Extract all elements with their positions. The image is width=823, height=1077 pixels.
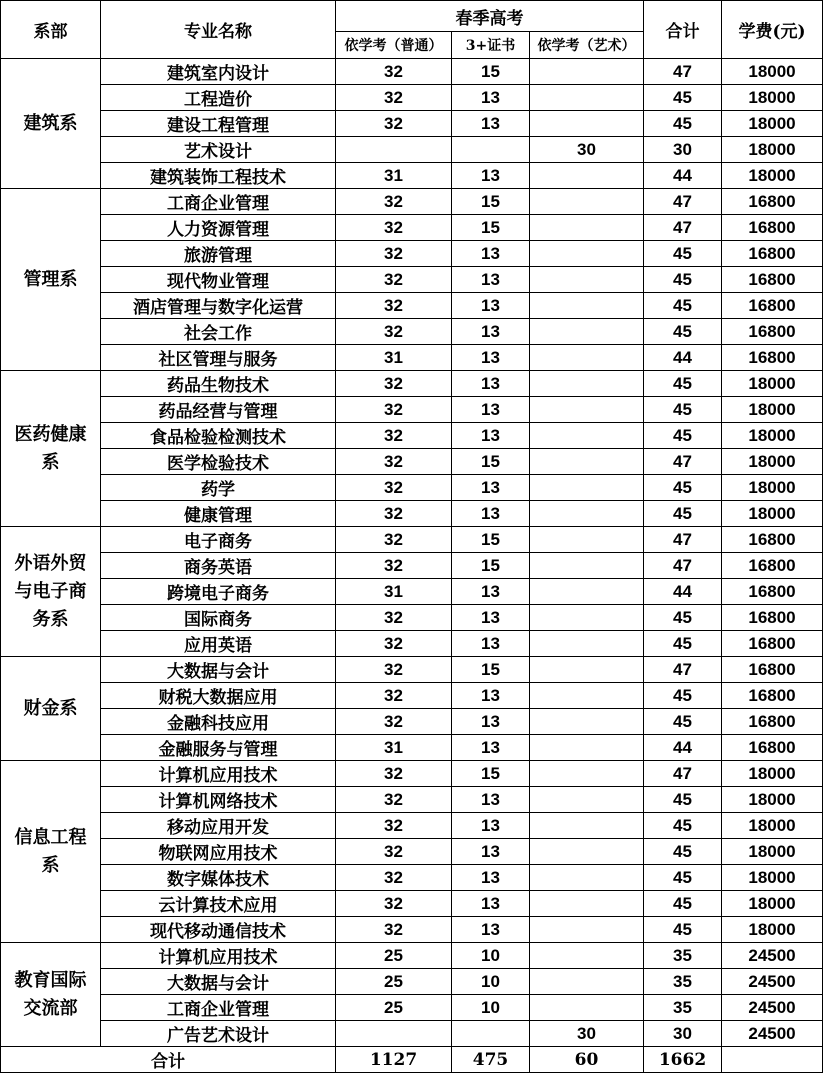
- regular-cell: 32: [336, 709, 452, 735]
- art-cell: [530, 605, 644, 631]
- total-cell: 45: [644, 839, 722, 865]
- table-row: [1, 59, 823, 85]
- major-cell: 国际商务: [101, 605, 336, 631]
- regular-cell: 32: [336, 215, 452, 241]
- tuition-cell: 18000: [722, 865, 823, 891]
- certificate-cell: 13: [452, 397, 530, 423]
- art-cell: [530, 241, 644, 267]
- tuition-cell: 24500: [722, 1021, 823, 1047]
- total-cell: 44: [644, 163, 722, 189]
- total-cell: 47: [644, 527, 722, 553]
- certificate-cell: 13: [452, 683, 530, 709]
- tuition-cell: 18000: [722, 163, 823, 189]
- total-cell: 47: [644, 657, 722, 683]
- total-cell: 30: [644, 1021, 722, 1047]
- total-cell: 47: [644, 553, 722, 579]
- table-row: [1, 215, 823, 241]
- total-cell: 45: [644, 813, 722, 839]
- tuition-cell: 16800: [722, 319, 823, 345]
- certificate-cell: 15: [452, 59, 530, 85]
- department-cell: 外语外贸与电子商务系: [1, 527, 101, 657]
- tuition-cell: 16800: [722, 189, 823, 215]
- certificate-cell: 13: [452, 423, 530, 449]
- department-cell: 财金系: [1, 657, 101, 761]
- tuition-cell: 16800: [722, 631, 823, 657]
- art-cell: [530, 449, 644, 475]
- tuition-cell: 18000: [722, 423, 823, 449]
- table-row: [1, 553, 823, 579]
- art-cell: [530, 891, 644, 917]
- table-row: [1, 813, 823, 839]
- art-cell: [530, 189, 644, 215]
- table-row: [1, 371, 823, 397]
- regular-cell: 32: [336, 813, 452, 839]
- department-cell: 医药健康系: [1, 371, 101, 527]
- certificate-cell: 15: [452, 449, 530, 475]
- table-row: [1, 319, 823, 345]
- table-row: [1, 267, 823, 293]
- header-regular: 依学考（普通）: [336, 32, 452, 59]
- total-cell: 45: [644, 397, 722, 423]
- header-major: 专业名称: [101, 1, 336, 59]
- certificate-cell: 13: [452, 371, 530, 397]
- regular-cell: 32: [336, 189, 452, 215]
- tuition-cell: 18000: [722, 501, 823, 527]
- totals-label: 合计: [1, 1047, 336, 1073]
- regular-cell: 32: [336, 267, 452, 293]
- art-cell: [530, 735, 644, 761]
- tuition-cell: 18000: [722, 111, 823, 137]
- total-cell: 30: [644, 137, 722, 163]
- table-row: [1, 891, 823, 917]
- tuition-cell: 18000: [722, 59, 823, 85]
- major-cell: 建设工程管理: [101, 111, 336, 137]
- major-cell: 工商企业管理: [101, 995, 336, 1021]
- tuition-cell: 18000: [722, 839, 823, 865]
- table-row: [1, 345, 823, 371]
- art-cell: [530, 553, 644, 579]
- major-cell: 计算机网络技术: [101, 787, 336, 813]
- certificate-cell: [452, 137, 530, 163]
- table-row: [1, 501, 823, 527]
- certificate-cell: 13: [452, 501, 530, 527]
- major-cell: 社区管理与服务: [101, 345, 336, 371]
- certificate-cell: 13: [452, 865, 530, 891]
- table-row: [1, 85, 823, 111]
- certificate-cell: 13: [452, 605, 530, 631]
- major-cell: 云计算技术应用: [101, 891, 336, 917]
- regular-cell: 32: [336, 631, 452, 657]
- regular-cell: 32: [336, 787, 452, 813]
- art-cell: [530, 163, 644, 189]
- table-row: [1, 1021, 823, 1047]
- table-row: [1, 111, 823, 137]
- major-cell: 商务英语: [101, 553, 336, 579]
- art-cell: 30: [530, 137, 644, 163]
- department-cell: 信息工程系: [1, 761, 101, 943]
- regular-cell: 31: [336, 163, 452, 189]
- header-spring-exam: 春季高考: [336, 1, 644, 32]
- total-cell: 47: [644, 449, 722, 475]
- major-cell: 计算机应用技术: [101, 943, 336, 969]
- table-row: [1, 631, 823, 657]
- header-tuition: 学费(元): [722, 1, 823, 59]
- total-cell: 45: [644, 319, 722, 345]
- certificate-cell: 15: [452, 553, 530, 579]
- major-cell: 工商企业管理: [101, 189, 336, 215]
- major-cell: 药品经营与管理: [101, 397, 336, 423]
- totals-tuition: [722, 1047, 823, 1073]
- certificate-cell: 13: [452, 839, 530, 865]
- tuition-cell: 16800: [722, 683, 823, 709]
- certificate-cell: 13: [452, 267, 530, 293]
- art-cell: [530, 85, 644, 111]
- certificate-cell: 13: [452, 735, 530, 761]
- regular-cell: 32: [336, 397, 452, 423]
- total-cell: 35: [644, 995, 722, 1021]
- major-cell: 药学: [101, 475, 336, 501]
- certificate-cell: 15: [452, 527, 530, 553]
- tuition-cell: 16800: [722, 267, 823, 293]
- certificate-cell: 13: [452, 813, 530, 839]
- tuition-cell: 18000: [722, 449, 823, 475]
- tuition-cell: 16800: [722, 527, 823, 553]
- certificate-cell: 13: [452, 111, 530, 137]
- total-cell: 45: [644, 917, 722, 943]
- header-certificate: 3+证书: [452, 32, 530, 59]
- total-cell: 45: [644, 371, 722, 397]
- department-cell: 建筑系: [1, 59, 101, 189]
- art-cell: 30: [530, 1021, 644, 1047]
- header-art: 依学考（艺术）: [530, 32, 644, 59]
- table-row: [1, 475, 823, 501]
- table-row: [1, 189, 823, 215]
- regular-cell: 32: [336, 839, 452, 865]
- major-cell: 移动应用开发: [101, 813, 336, 839]
- table-row: [1, 293, 823, 319]
- total-cell: 45: [644, 85, 722, 111]
- totals-regular: 1127: [336, 1047, 452, 1073]
- major-cell: 计算机应用技术: [101, 761, 336, 787]
- table-row: [1, 735, 823, 761]
- tuition-cell: 18000: [722, 917, 823, 943]
- table-row: [1, 683, 823, 709]
- certificate-cell: 13: [452, 787, 530, 813]
- table-row: [1, 761, 823, 787]
- total-cell: 45: [644, 605, 722, 631]
- certificate-cell: 13: [452, 345, 530, 371]
- art-cell: [530, 293, 644, 319]
- certificate-cell: 13: [452, 85, 530, 111]
- certificate-cell: 15: [452, 215, 530, 241]
- regular-cell: 32: [336, 527, 452, 553]
- art-cell: [530, 865, 644, 891]
- header-department: 系部: [1, 1, 101, 59]
- regular-cell: 31: [336, 345, 452, 371]
- art-cell: [530, 683, 644, 709]
- table-row: [1, 657, 823, 683]
- art-cell: [530, 267, 644, 293]
- tuition-cell: 18000: [722, 761, 823, 787]
- major-cell: 建筑装饰工程技术: [101, 163, 336, 189]
- total-cell: 45: [644, 631, 722, 657]
- total-cell: 45: [644, 293, 722, 319]
- certificate-cell: 15: [452, 657, 530, 683]
- major-cell: 旅游管理: [101, 241, 336, 267]
- art-cell: [530, 475, 644, 501]
- regular-cell: [336, 1021, 452, 1047]
- regular-cell: 32: [336, 891, 452, 917]
- regular-cell: 32: [336, 683, 452, 709]
- major-cell: 大数据与会计: [101, 657, 336, 683]
- total-cell: 45: [644, 891, 722, 917]
- regular-cell: 32: [336, 241, 452, 267]
- tuition-cell: 18000: [722, 787, 823, 813]
- totals-certificate: 475: [452, 1047, 530, 1073]
- total-cell: 44: [644, 345, 722, 371]
- total-cell: 47: [644, 215, 722, 241]
- tuition-cell: 18000: [722, 475, 823, 501]
- tuition-cell: 18000: [722, 891, 823, 917]
- major-cell: 电子商务: [101, 527, 336, 553]
- regular-cell: 25: [336, 969, 452, 995]
- totals-total: 1662: [644, 1047, 722, 1073]
- total-cell: 45: [644, 501, 722, 527]
- header-total: 合计: [644, 1, 722, 59]
- tuition-cell: 24500: [722, 995, 823, 1021]
- regular-cell: 31: [336, 735, 452, 761]
- art-cell: [530, 787, 644, 813]
- regular-cell: 25: [336, 943, 452, 969]
- tuition-cell: 16800: [722, 709, 823, 735]
- regular-cell: 32: [336, 917, 452, 943]
- table-row: [1, 943, 823, 969]
- regular-cell: 32: [336, 319, 452, 345]
- tuition-cell: 16800: [722, 579, 823, 605]
- major-cell: 食品检验检测技术: [101, 423, 336, 449]
- major-cell: 广告艺术设计: [101, 1021, 336, 1047]
- tuition-cell: 16800: [722, 241, 823, 267]
- table-row: [1, 605, 823, 631]
- certificate-cell: 13: [452, 475, 530, 501]
- tuition-cell: 16800: [722, 605, 823, 631]
- tuition-cell: 16800: [722, 657, 823, 683]
- major-cell: 人力资源管理: [101, 215, 336, 241]
- regular-cell: 32: [336, 865, 452, 891]
- total-cell: 47: [644, 761, 722, 787]
- art-cell: [530, 397, 644, 423]
- major-cell: 建筑室内设计: [101, 59, 336, 85]
- certificate-cell: 13: [452, 709, 530, 735]
- tuition-cell: 16800: [722, 553, 823, 579]
- major-cell: 物联网应用技术: [101, 839, 336, 865]
- certificate-cell: [452, 1021, 530, 1047]
- major-cell: 跨境电子商务: [101, 579, 336, 605]
- regular-cell: 32: [336, 657, 452, 683]
- major-cell: 财税大数据应用: [101, 683, 336, 709]
- table-row: [1, 449, 823, 475]
- art-cell: [530, 111, 644, 137]
- certificate-cell: 13: [452, 293, 530, 319]
- table-row: [1, 527, 823, 553]
- table-row: [1, 137, 823, 163]
- total-cell: 35: [644, 969, 722, 995]
- tuition-cell: 18000: [722, 137, 823, 163]
- regular-cell: 32: [336, 605, 452, 631]
- tuition-cell: 16800: [722, 215, 823, 241]
- art-cell: [530, 345, 644, 371]
- major-cell: 现代物业管理: [101, 267, 336, 293]
- totals-art: 60: [530, 1047, 644, 1073]
- certificate-cell: 13: [452, 241, 530, 267]
- major-cell: 药品生物技术: [101, 371, 336, 397]
- tuition-cell: 24500: [722, 943, 823, 969]
- tuition-cell: 18000: [722, 813, 823, 839]
- table-row: [1, 579, 823, 605]
- art-cell: [530, 423, 644, 449]
- major-cell: 工程造价: [101, 85, 336, 111]
- art-cell: [530, 319, 644, 345]
- art-cell: [530, 969, 644, 995]
- art-cell: [530, 59, 644, 85]
- art-cell: [530, 657, 644, 683]
- regular-cell: 32: [336, 475, 452, 501]
- total-cell: 47: [644, 59, 722, 85]
- table-row: [1, 969, 823, 995]
- total-cell: 45: [644, 865, 722, 891]
- table-row: [1, 839, 823, 865]
- certificate-cell: 10: [452, 969, 530, 995]
- table-row: [1, 995, 823, 1021]
- major-cell: 数字媒体技术: [101, 865, 336, 891]
- certificate-cell: 15: [452, 189, 530, 215]
- art-cell: [530, 501, 644, 527]
- certificate-cell: 13: [452, 631, 530, 657]
- total-cell: 45: [644, 683, 722, 709]
- regular-cell: 32: [336, 371, 452, 397]
- total-cell: 45: [644, 475, 722, 501]
- tuition-cell: 18000: [722, 85, 823, 111]
- art-cell: [530, 917, 644, 943]
- regular-cell: 32: [336, 59, 452, 85]
- total-cell: 45: [644, 423, 722, 449]
- table-footer: [1, 1047, 823, 1073]
- major-cell: 艺术设计: [101, 137, 336, 163]
- art-cell: [530, 839, 644, 865]
- table-row: [1, 423, 823, 449]
- major-cell: 健康管理: [101, 501, 336, 527]
- table-header: [1, 1, 823, 59]
- major-cell: 大数据与会计: [101, 969, 336, 995]
- art-cell: [530, 631, 644, 657]
- certificate-cell: 10: [452, 995, 530, 1021]
- certificate-cell: 13: [452, 319, 530, 345]
- total-cell: 45: [644, 709, 722, 735]
- total-cell: 35: [644, 943, 722, 969]
- table-row: [1, 397, 823, 423]
- art-cell: [530, 995, 644, 1021]
- total-cell: 45: [644, 787, 722, 813]
- regular-cell: 32: [336, 423, 452, 449]
- total-cell: 45: [644, 241, 722, 267]
- art-cell: [530, 709, 644, 735]
- total-cell: 45: [644, 267, 722, 293]
- certificate-cell: 13: [452, 891, 530, 917]
- certificate-cell: 13: [452, 163, 530, 189]
- regular-cell: 32: [336, 85, 452, 111]
- table-row: [1, 709, 823, 735]
- art-cell: [530, 943, 644, 969]
- major-cell: 社会工作: [101, 319, 336, 345]
- total-cell: 45: [644, 111, 722, 137]
- tuition-cell: 16800: [722, 293, 823, 319]
- tuition-cell: 18000: [722, 397, 823, 423]
- total-cell: 44: [644, 579, 722, 605]
- certificate-cell: 13: [452, 579, 530, 605]
- major-cell: 应用英语: [101, 631, 336, 657]
- art-cell: [530, 761, 644, 787]
- certificate-cell: 13: [452, 917, 530, 943]
- total-cell: 44: [644, 735, 722, 761]
- total-cell: 47: [644, 189, 722, 215]
- regular-cell: [336, 137, 452, 163]
- table-row: [1, 787, 823, 813]
- regular-cell: 32: [336, 501, 452, 527]
- tuition-cell: 16800: [722, 345, 823, 371]
- certificate-cell: 15: [452, 761, 530, 787]
- regular-cell: 31: [336, 579, 452, 605]
- tuition-cell: 18000: [722, 371, 823, 397]
- art-cell: [530, 215, 644, 241]
- major-cell: 金融科技应用: [101, 709, 336, 735]
- art-cell: [530, 813, 644, 839]
- regular-cell: 32: [336, 553, 452, 579]
- tuition-cell: 16800: [722, 735, 823, 761]
- table-row: [1, 865, 823, 891]
- department-cell: 教育国际交流部: [1, 943, 101, 1047]
- regular-cell: 32: [336, 293, 452, 319]
- certificate-cell: 10: [452, 943, 530, 969]
- art-cell: [530, 579, 644, 605]
- major-cell: 金融服务与管理: [101, 735, 336, 761]
- major-cell: 现代移动通信技术: [101, 917, 336, 943]
- regular-cell: 32: [336, 761, 452, 787]
- major-cell: 医学检验技术: [101, 449, 336, 475]
- table-row: [1, 163, 823, 189]
- art-cell: [530, 527, 644, 553]
- department-cell: 管理系: [1, 189, 101, 371]
- totals-row: [1, 1047, 823, 1073]
- tuition-cell: 24500: [722, 969, 823, 995]
- table-row: [1, 241, 823, 267]
- table-body: [1, 59, 823, 1047]
- table-row: [1, 917, 823, 943]
- regular-cell: 32: [336, 111, 452, 137]
- art-cell: [530, 371, 644, 397]
- regular-cell: 25: [336, 995, 452, 1021]
- regular-cell: 32: [336, 449, 452, 475]
- major-cell: 酒店管理与数字化运营: [101, 293, 336, 319]
